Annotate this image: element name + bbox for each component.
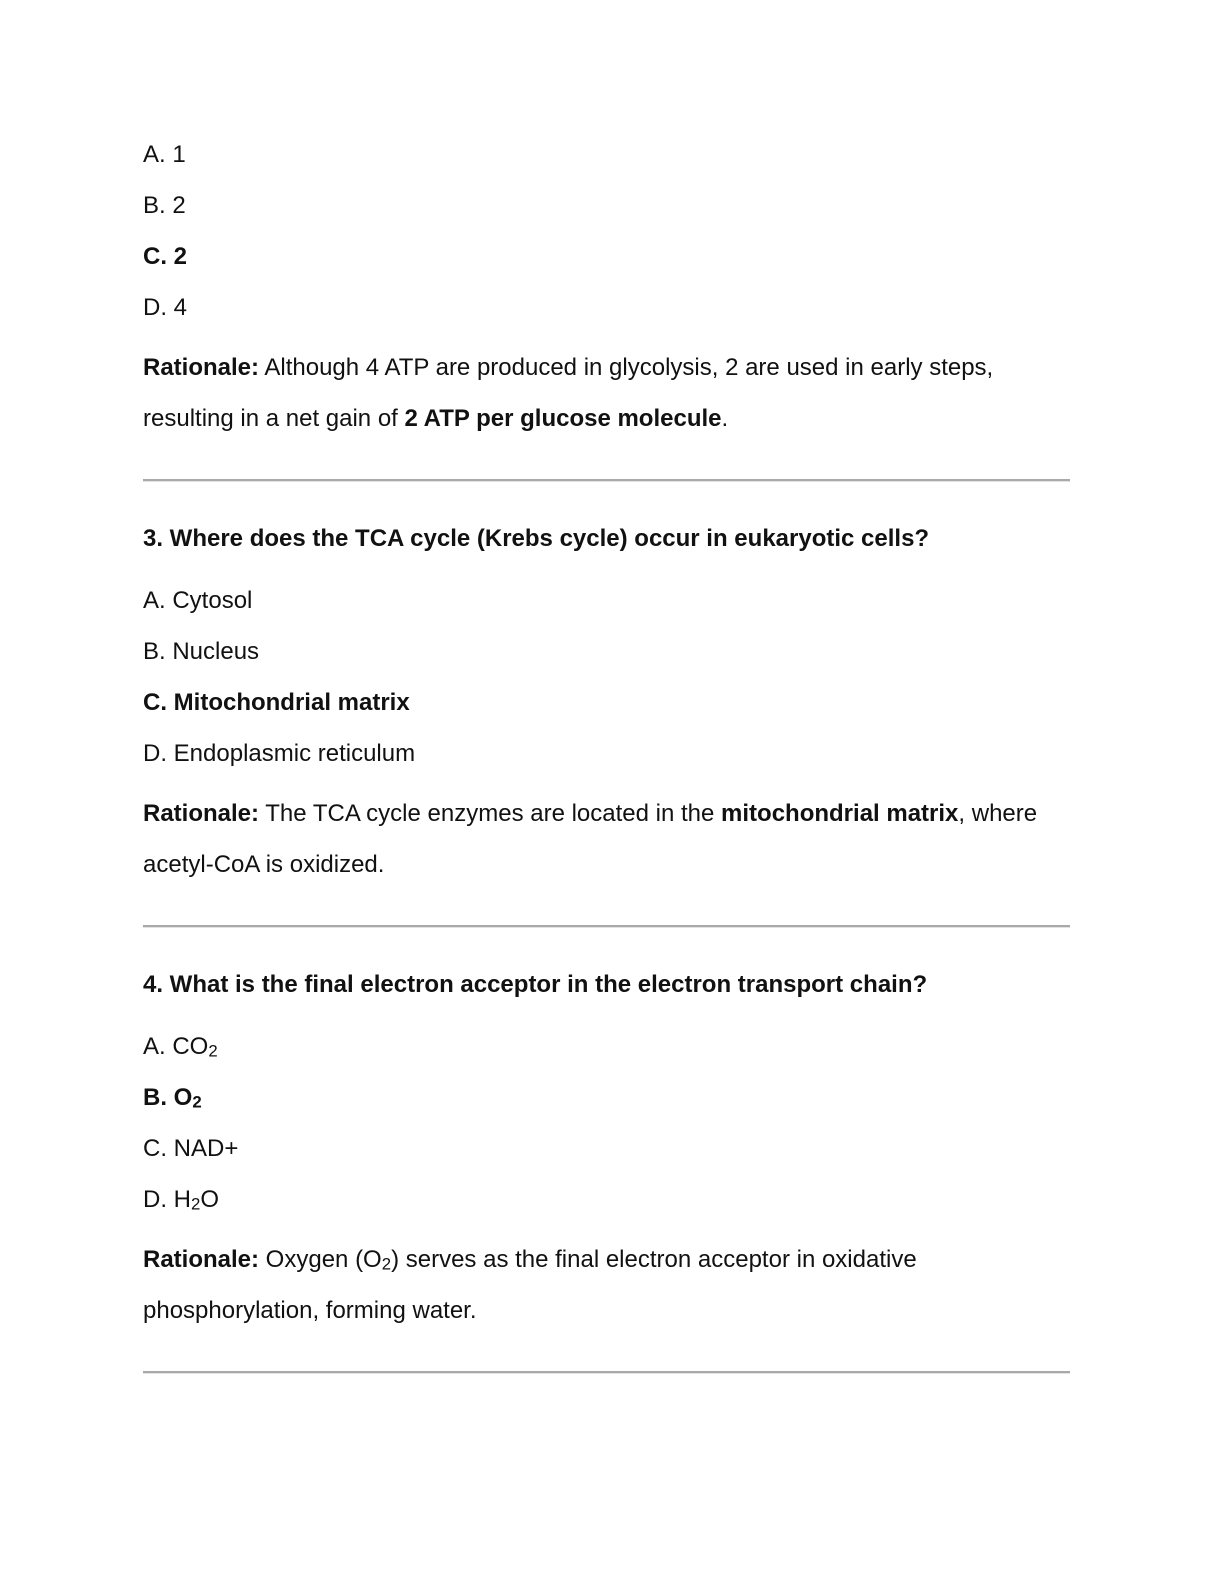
q3-question: 3. Where does the TCA cycle (Krebs cycle) occur in eukaryotic cells? (143, 525, 930, 552)
divider-2 (143, 925, 1070, 928)
q2-rationale-line1: Although 4 ATP are produced in glycolysis, 2 are used in early steps, (259, 354, 994, 381)
q3-rationale-line1-post: , where (958, 800, 1038, 827)
q4-option-d-text-end: O (200, 1186, 220, 1213)
q4-rationale-line1-post: ) serves as the final electron acceptor in oxidative (391, 1246, 917, 1273)
q4-option-c: C. NAD+ (143, 1135, 239, 1162)
document-page (143, 138, 1073, 1374)
q2-rationale-line2-post: . (721, 405, 729, 432)
q4-question: 4. What is the final electron acceptor in the electron transport chain? (143, 971, 928, 998)
q3-rationale-line2: acetyl-CoA is oxidized. (143, 851, 385, 878)
divider-3 (143, 1371, 1070, 1374)
q4-rationale-line1-subscript: 2 (381, 1254, 392, 1274)
q4-option-a-subscript: 2 (208, 1041, 218, 1061)
q4-rationale-heading: Rationale: (143, 1246, 260, 1273)
q4-option-d (143, 1183, 1073, 1217)
q2-option-b: B. 2 (143, 192, 186, 219)
divider-1 (143, 479, 1070, 482)
q4-option-d-text: D. H (143, 1186, 191, 1213)
q3-rationale-heading: Rationale: (143, 800, 260, 827)
q4-option-a (143, 1030, 1073, 1064)
q4-option-a-text: A. CO (143, 1033, 209, 1060)
q2-option-d: D. 4 (143, 294, 188, 321)
q3-option-c-correct: C. Mitochondrial matrix (143, 689, 410, 716)
q3-option-d: D. Endoplasmic reticulum (143, 740, 416, 767)
q2-option-a: A. 1 (143, 141, 186, 168)
q4-rationale-line1-pre: Oxygen (O (259, 1246, 382, 1273)
q3-rationale (143, 788, 1073, 890)
q2-rationale-line2-bold: 2 ATP per glucose molecule (404, 405, 722, 432)
q3-rationale-line1-bold: mitochondrial matrix (721, 800, 959, 827)
q3-option-a: A. Cytosol (143, 587, 253, 614)
q4-option-b-correct (143, 1081, 1073, 1115)
q2-rationale-line2-pre: resulting in a net gain of (143, 405, 405, 432)
q2-rationale-heading: Rationale: (143, 354, 260, 381)
q2-option-c-correct: C. 2 (143, 243, 188, 270)
q4-rationale-line2: phosphorylation, forming water. (143, 1297, 477, 1324)
q3-option-b: B. Nucleus (143, 638, 260, 665)
q4-option-b-text: B. O (143, 1084, 193, 1111)
q3-rationale-line1-pre: The TCA cycle enzymes are located in the (259, 800, 722, 827)
q4-rationale (143, 1234, 1073, 1336)
q4-option-b-subscript: 2 (192, 1092, 202, 1112)
q4-option-d-subscript: 2 (191, 1194, 201, 1214)
q2-rationale (143, 342, 1073, 444)
